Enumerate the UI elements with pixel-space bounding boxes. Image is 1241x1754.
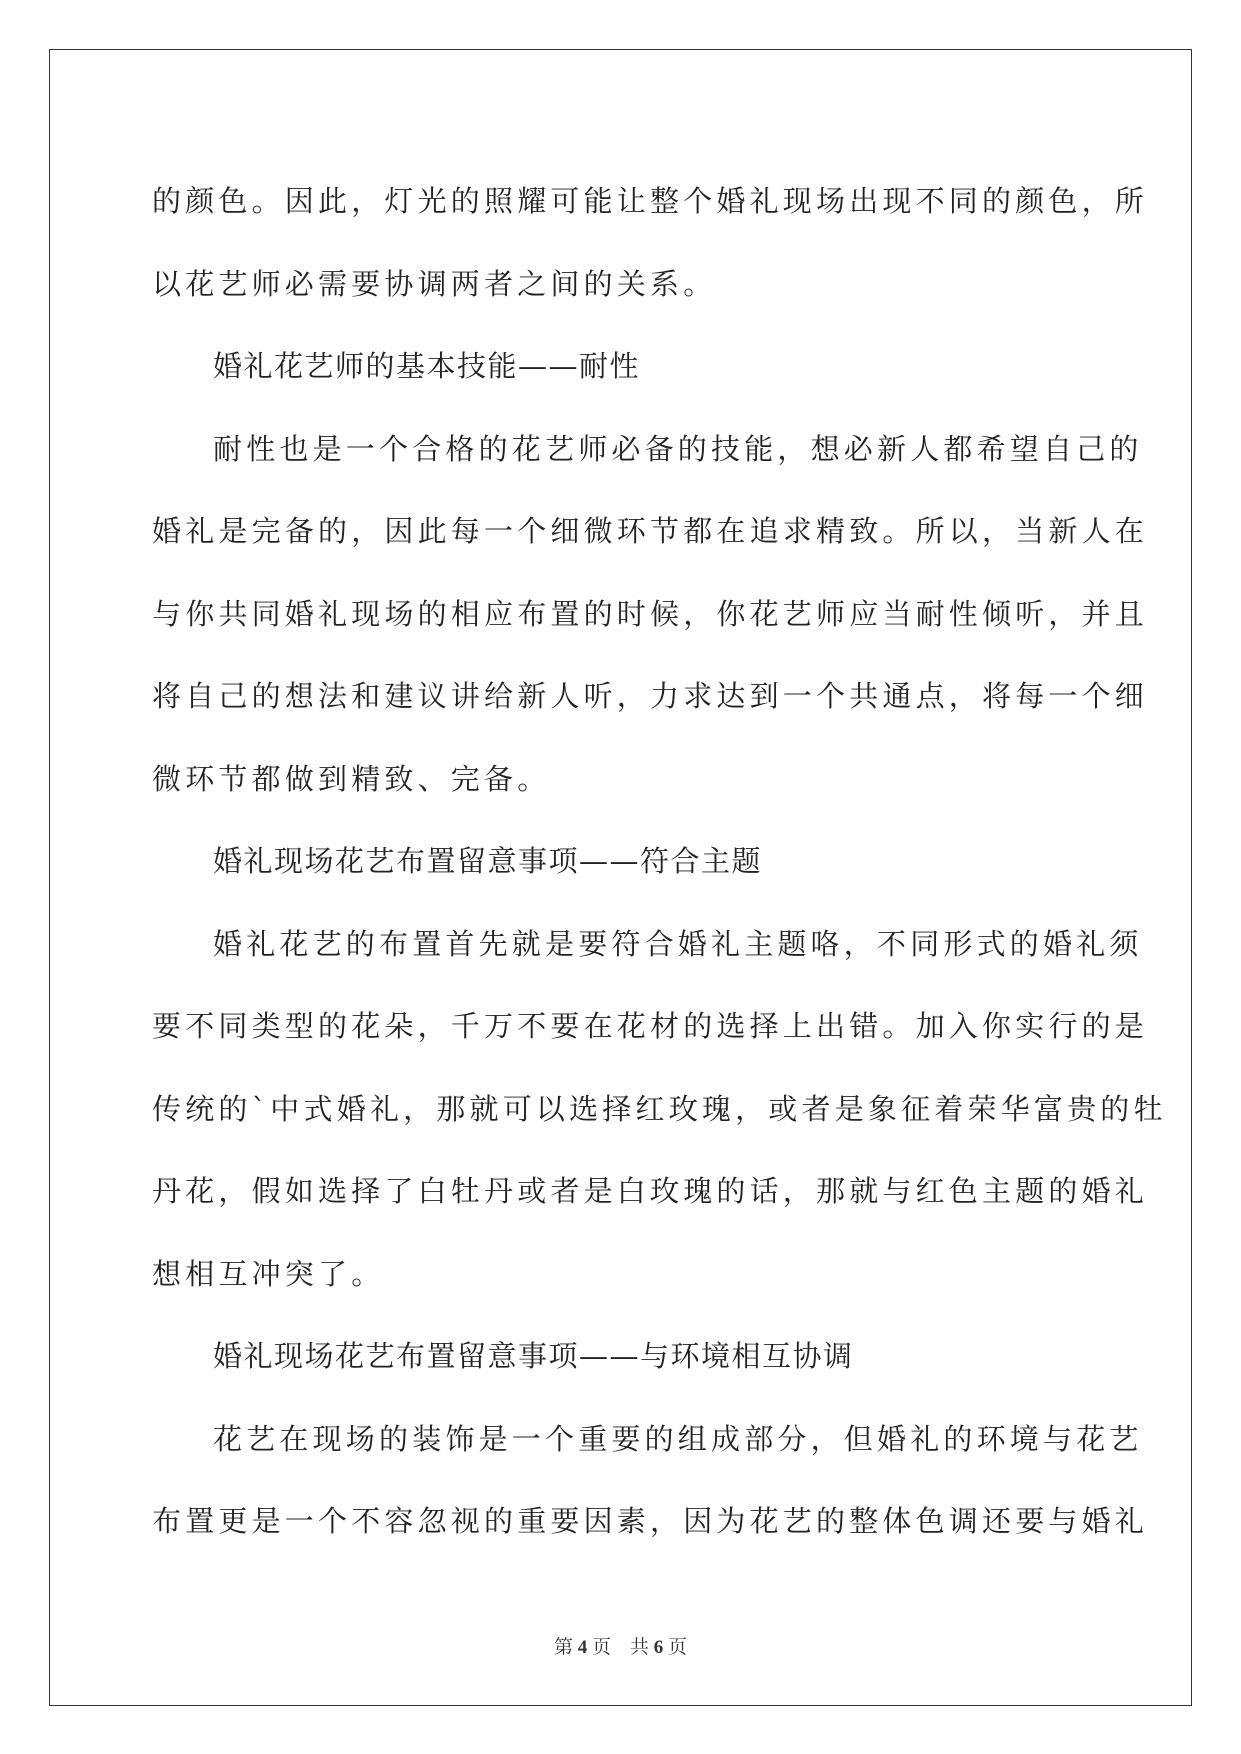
- document-body: [152, 160, 1167, 1563]
- text-line: 与你共同婚礼现场的相应布置的时候，你花艺师应当耐性倾听，并且: [152, 596, 1149, 631]
- text-line: 耐性也是一个合格的花艺师必备的技能，想必新人都希望自己的: [213, 431, 1143, 466]
- text-line: 传统的`中式婚礼，那就可以选择红玫瑰，或者是象征着荣华富贵的牡: [152, 1091, 1167, 1126]
- text-line: 微环节都做到精致、完备。: [152, 761, 551, 796]
- text-line: 婚礼现场花艺布置留意事项——与环境相互协调: [213, 1339, 854, 1373]
- paragraph: [152, 903, 1167, 1316]
- paragraph: [152, 1398, 1149, 1563]
- section-heading: [152, 1315, 1092, 1398]
- text-line: 的颜色。因此，灯光的照耀可能让整个婚礼现场出现不同的颜色，所: [152, 184, 1149, 218]
- text-line: 婚礼现场花艺布置留意事项——符合主题: [213, 844, 763, 878]
- text-line: 婚礼是完备的，因此每一个细微环节都在追求精致。所以，当新人在: [152, 514, 1149, 548]
- text-line: 将自己的想法和建议讲给新人听，力求达到一个共通点，将每一个细: [152, 679, 1149, 713]
- text-line: 布置更是一个不容忽视的重要因素，因为花艺的整体色调还要与婚礼: [152, 1504, 1149, 1538]
- page-label-suffix: 页: [591, 1637, 611, 1658]
- total-label-prefix: 共: [630, 1637, 650, 1658]
- total-pages: 6: [653, 1637, 664, 1658]
- page-footer: [0, 1632, 1241, 1659]
- paragraph: [152, 408, 1149, 821]
- text-line: 丹花，假如选择了白牡丹或者是白玫瑰的话，那就与红色主题的婚礼: [152, 1174, 1149, 1208]
- text-line: 婚礼花艺的布置首先就是要符合婚礼主题咯，不同形式的婚礼须: [213, 926, 1143, 961]
- text-line: 以花艺师必需要协调两者之间的关系。: [152, 266, 717, 301]
- text-line: 要不同类型的花朵，千万不要在花材的选择上出错。加入你实行的是: [152, 1009, 1149, 1043]
- section-heading: [152, 325, 1092, 408]
- total-label-suffix: 页: [668, 1637, 688, 1658]
- section-heading: [152, 820, 1092, 903]
- text-line: 婚礼花艺师的基本技能——耐性: [213, 349, 641, 383]
- page-label-prefix: 第: [553, 1637, 573, 1658]
- text-line: 花艺在现场的装饰是一个重要的组成部分，但婚礼的环境与花艺: [213, 1421, 1143, 1456]
- text-line: 想相互冲突了。: [152, 1256, 385, 1291]
- paragraph: [152, 160, 1149, 325]
- page-number: 4: [577, 1637, 588, 1658]
